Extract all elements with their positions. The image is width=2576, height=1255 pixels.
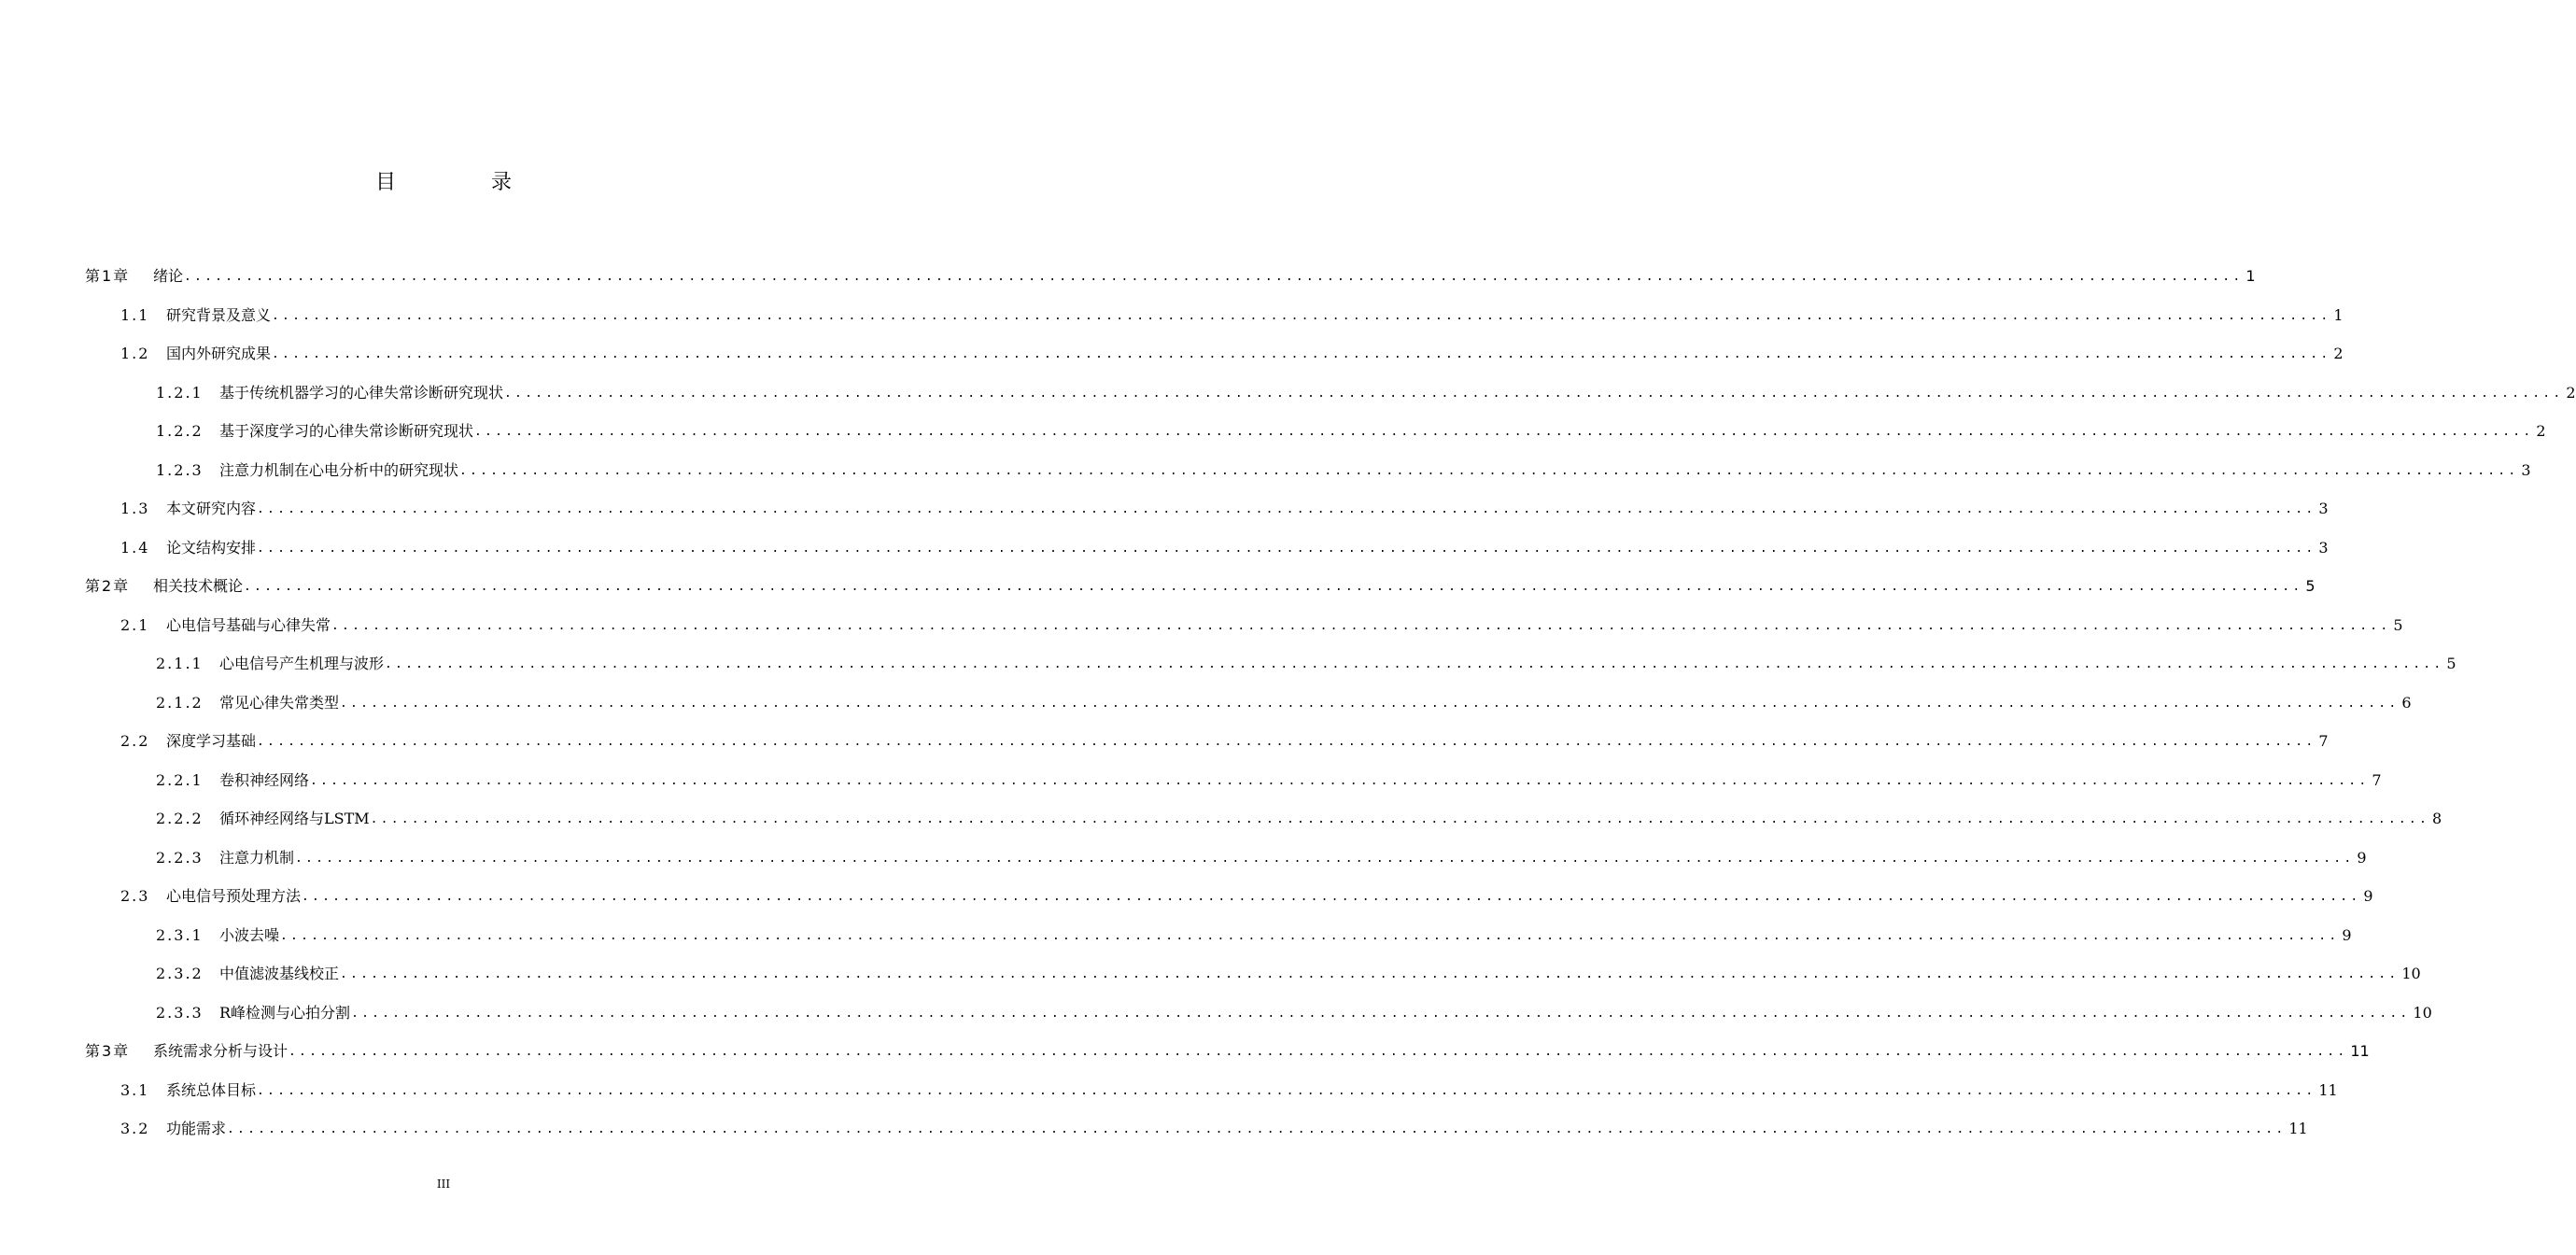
dot-leader: ........................................................................................................................................................................................................ — [272, 308, 2331, 323]
page-number: III — [436, 1177, 451, 1191]
toc-entry-page: 5 — [2393, 615, 2403, 634]
toc-entry-number: 第2章 — [85, 577, 131, 595]
dot-leader: ........................................................................................................................................................................................................ — [504, 386, 2564, 401]
toc-entry-label: 绪论 — [153, 267, 184, 285]
toc-entry-number: 1.2.3 — [156, 460, 204, 479]
toc-entry-page: 2 — [2536, 422, 2546, 440]
toc-entry-number: 2.2.3 — [156, 848, 204, 867]
toc-entry-number: 2.2.1 — [156, 770, 204, 789]
toc-entry-page: 10 — [2401, 965, 2421, 982]
toc-entry[interactable] — [156, 1000, 2432, 1022]
toc-entry-label: 小波去噪 — [219, 925, 280, 944]
toc-entry-label: R峰检测与心拍分割 — [219, 1003, 351, 1022]
page-title: 目 录 — [374, 171, 549, 194]
toc-entry-number: 第1章 — [85, 267, 131, 285]
toc-entry-label: 卷积神经网络 — [219, 770, 310, 789]
toc-entry-page: 11 — [2288, 1120, 2308, 1137]
toc-entry-label: 研究背景及意义 — [166, 305, 272, 324]
toc-entry[interactable] — [120, 883, 2373, 906]
toc-entry[interactable] — [120, 535, 2329, 557]
toc-entry-page: 10 — [2413, 1003, 2432, 1022]
toc-entry[interactable] — [85, 573, 2316, 596]
toc-entry-number: 2.1 — [120, 615, 150, 634]
toc-entry-page: 7 — [2372, 770, 2382, 789]
toc-entry-page: 9 — [2342, 925, 2352, 944]
dot-leader: ........................................................................................................................................................................................................ — [459, 463, 2519, 478]
toc-entry-page: 3 — [2318, 538, 2329, 557]
toc-entry-page: 3 — [2318, 500, 2329, 517]
dot-leader: ........................................................................................................................................................................................................ — [272, 347, 2331, 361]
dot-leader: ........................................................................................................................................................................................................ — [257, 502, 2316, 516]
toc-entry-number: 第3章 — [85, 1042, 131, 1060]
toc-entry-label: 心电信号产生机理与波形 — [219, 655, 385, 672]
toc-entry-number: 1.3 — [120, 500, 150, 517]
toc-entry-number: 3.1 — [120, 1080, 150, 1099]
toc-entry[interactable] — [85, 1038, 2370, 1061]
dot-leader: ........................................................................................................................................................................................................ — [257, 1083, 2316, 1098]
toc-entry[interactable] — [156, 845, 2367, 867]
toc-entry-number: 1.2.2 — [156, 422, 204, 440]
dot-leader: ........................................................................................................................................................................................................ — [340, 967, 2400, 981]
toc-entry-label: 系统总体目标 — [166, 1080, 257, 1099]
dot-leader: ........................................................................................................................................................................................................ — [474, 425, 2534, 439]
toc-entry[interactable] — [156, 690, 2412, 712]
toc-entry[interactable] — [85, 263, 2256, 286]
toc-entry-label: 心电信号基础与心律失常 — [166, 615, 331, 634]
toc-entry[interactable] — [156, 380, 2576, 402]
toc-entry-label: 论文结构安排 — [166, 538, 257, 557]
dot-leader: ........................................................................................................................................................................................................ — [257, 735, 2316, 749]
dot-leader: ........................................................................................................................................................................................................ — [310, 773, 2370, 788]
toc-entry[interactable] — [120, 341, 2344, 363]
toc-entry-label: 中值滤波基线校正 — [219, 965, 340, 982]
toc-entry-label: 循环神经网络与LSTM — [219, 810, 370, 827]
dot-leader: ........................................................................................................................................................................................................ — [227, 1122, 2287, 1136]
toc-entry-label: 深度学习基础 — [166, 732, 257, 750]
toc-entry-number: 2.3 — [120, 887, 150, 905]
toc-entry-page: 11 — [2318, 1080, 2338, 1099]
toc-entry-page: 1 — [2245, 267, 2256, 285]
toc-entry-page: 5 — [2305, 577, 2316, 595]
dot-leader: ........................................................................................................................................................................................................ — [184, 270, 2244, 284]
dot-leader: ........................................................................................................................................................................................................ — [370, 812, 2429, 826]
toc-entry-page: 6 — [2401, 693, 2412, 712]
dot-leader: ........................................................................................................................................................................................................ — [302, 890, 2361, 904]
toc-entry-number: 2.3.3 — [156, 1003, 204, 1022]
toc-entry-number: 1.1 — [120, 305, 150, 324]
toc-entry[interactable] — [120, 496, 2329, 518]
dot-leader: ........................................................................................................................................................................................................ — [351, 1006, 2411, 1021]
toc-entry[interactable] — [156, 651, 2456, 673]
toc-entry-number: 1.2.1 — [156, 383, 204, 402]
toc-entry-number: 1.2 — [120, 345, 150, 362]
toc-entry-label: 系统需求分析与设计 — [153, 1042, 289, 1060]
toc-entry[interactable] — [156, 458, 2531, 480]
toc-entry-page: 8 — [2432, 810, 2442, 827]
toc-entry-label: 国内外研究成果 — [166, 345, 272, 362]
toc-entry-number: 2.2 — [120, 732, 150, 750]
toc-entry-page: 1 — [2333, 305, 2344, 324]
dot-leader: ........................................................................................................................................................................................................ — [331, 618, 2391, 633]
toc-entry-label: 基于传统机器学习的心律失常诊断研究现状 — [219, 383, 504, 402]
dot-leader: ........................................................................................................................................................................................................ — [280, 928, 2340, 943]
dot-leader: ........................................................................................................................................................................................................ — [295, 851, 2355, 866]
toc-entry-label: 相关技术概论 — [153, 577, 244, 595]
toc-entry-label: 心电信号预处理方法 — [166, 887, 302, 905]
dot-leader: ........................................................................................................................................................................................................ — [257, 541, 2316, 556]
toc-entry-number: 1.4 — [120, 538, 150, 557]
toc-entry[interactable] — [120, 613, 2403, 635]
dot-leader: ........................................................................................................................................................................................................ — [289, 1045, 2348, 1059]
toc-entry[interactable] — [120, 1078, 2338, 1100]
dot-leader: ........................................................................................................................................................................................................ — [340, 696, 2400, 711]
toc-entry-page: 9 — [2363, 887, 2373, 905]
toc-entry[interactable] — [156, 418, 2546, 441]
toc-entry-page: 11 — [2350, 1042, 2370, 1060]
toc-entry[interactable] — [120, 1116, 2308, 1138]
toc-entry-page: 5 — [2446, 655, 2456, 672]
toc-entry-label: 注意力机制在心电分析中的研究现状 — [219, 460, 459, 479]
dot-leader: ........................................................................................................................................................................................................ — [244, 580, 2303, 594]
toc-entry-number: 2.1.1 — [156, 655, 204, 672]
toc-entry-number: 3.2 — [120, 1120, 150, 1137]
toc-entry[interactable] — [156, 768, 2382, 790]
toc-entry-number: 2.2.2 — [156, 810, 204, 827]
toc-entry[interactable] — [156, 923, 2352, 945]
toc-entry-label: 常见心律失常类型 — [219, 693, 340, 712]
toc-entry-page: 2 — [2333, 345, 2344, 362]
toc-entry-number: 2.3.2 — [156, 965, 204, 982]
toc-entry[interactable] — [120, 728, 2329, 751]
toc-entry-label: 功能需求 — [166, 1120, 227, 1137]
dot-leader: ........................................................................................................................................................................................................ — [385, 657, 2444, 671]
toc-entry-label: 基于深度学习的心律失常诊断研究现状 — [219, 422, 474, 440]
toc-entry-page: 7 — [2318, 732, 2329, 750]
toc-entry-number: 2.1.2 — [156, 693, 204, 712]
toc-entry[interactable] — [156, 961, 2421, 983]
toc-entry-label: 注意力机制 — [219, 848, 295, 867]
toc-entry[interactable] — [156, 806, 2442, 828]
toc-entry-page: 2 — [2566, 383, 2576, 402]
toc-entry-label: 本文研究内容 — [166, 500, 257, 517]
toc-entry-page: 3 — [2521, 460, 2531, 479]
toc-entry-number: 2.3.1 — [156, 925, 204, 944]
toc-entry-page: 9 — [2357, 848, 2367, 867]
toc-entry[interactable] — [120, 303, 2344, 325]
